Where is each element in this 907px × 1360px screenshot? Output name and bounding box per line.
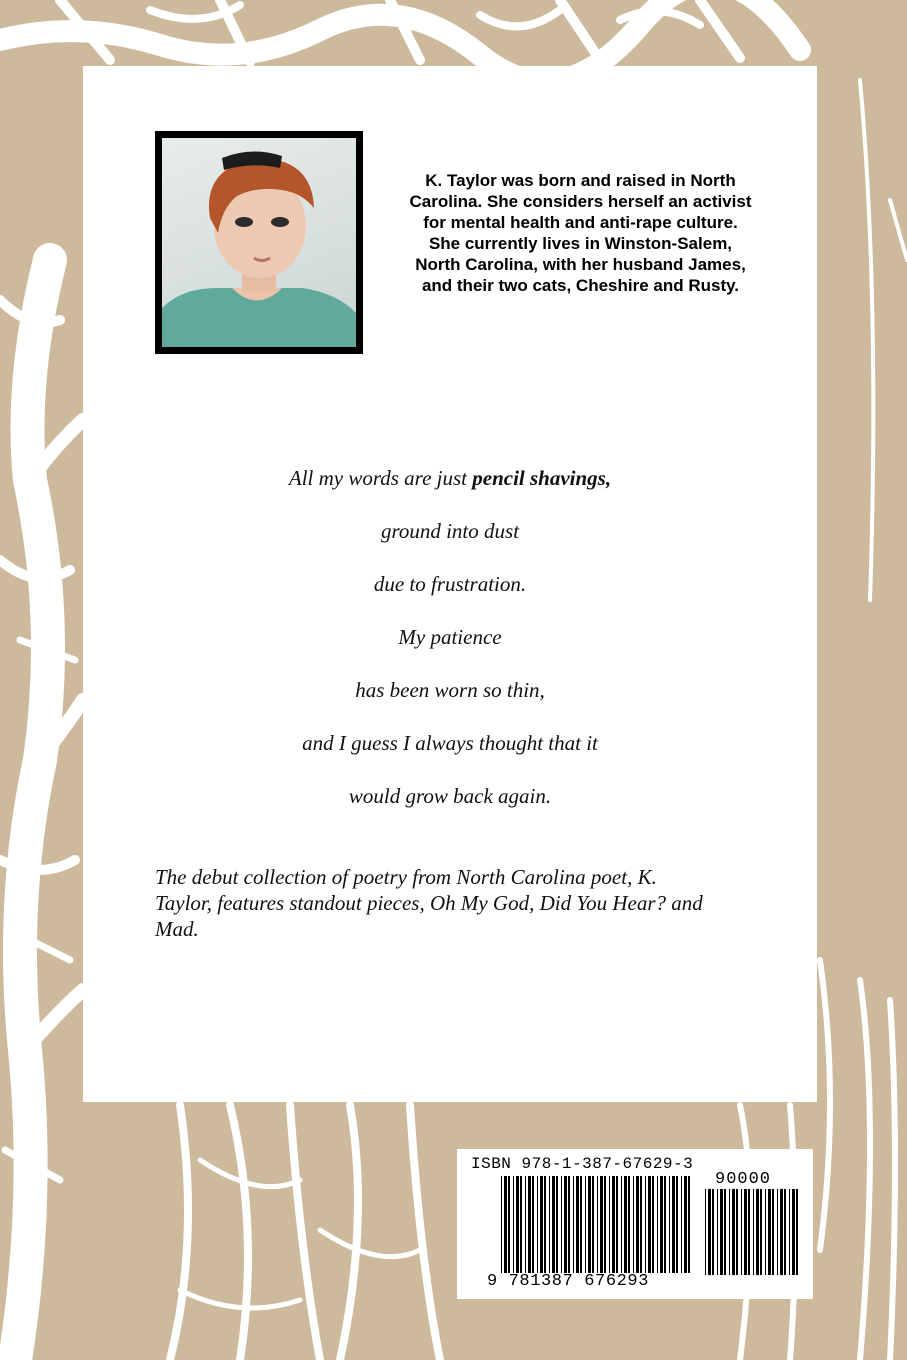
barcode-bar	[552, 1176, 555, 1273]
barcode-bar	[561, 1176, 562, 1273]
author-portrait-icon	[162, 138, 356, 347]
barcode-bar	[777, 1189, 778, 1275]
barcode-bar	[528, 1176, 531, 1273]
author-photo	[162, 138, 356, 347]
barcode-bar	[669, 1176, 670, 1273]
barcode-bar	[592, 1176, 594, 1273]
barcode-bar	[672, 1176, 675, 1273]
barcode-bar	[765, 1189, 766, 1275]
barcode-bar	[664, 1176, 666, 1273]
barcode-bar	[780, 1189, 783, 1275]
barcode-bar	[532, 1176, 534, 1273]
barcode-bar	[744, 1189, 747, 1275]
poem-line: My patience	[398, 625, 502, 649]
barcode-bar	[540, 1176, 543, 1273]
barcode-bar	[648, 1176, 651, 1273]
barcode-bar	[729, 1189, 730, 1275]
barcode-bar	[741, 1189, 742, 1275]
barcode-bar	[580, 1176, 582, 1273]
barcode-bar	[717, 1189, 718, 1275]
barcode-bar	[628, 1176, 630, 1273]
barcode-bar	[612, 1176, 615, 1273]
barcode-bar	[525, 1176, 526, 1273]
barcode-bar	[705, 1189, 706, 1275]
barcode-bar	[784, 1189, 786, 1275]
barcode-bar	[753, 1189, 754, 1275]
barcode-bar	[660, 1176, 663, 1273]
barcode-bar	[760, 1189, 762, 1275]
barcode-bar	[504, 1176, 507, 1273]
barcode-bar	[652, 1176, 654, 1273]
barcode-bar	[624, 1176, 627, 1273]
poem-line-text: All my words are just	[288, 466, 473, 490]
barcode-bar	[537, 1176, 538, 1273]
isbn-barcode	[457, 1149, 813, 1299]
price-code: 90000	[715, 1170, 772, 1189]
barcode-bar	[556, 1176, 558, 1273]
barcode-bar	[600, 1176, 603, 1273]
ean-digits: 9 781387 676293	[487, 1272, 650, 1291]
barcode-bar	[712, 1189, 714, 1275]
barcode-bar	[508, 1176, 510, 1273]
barcode-bar	[789, 1189, 790, 1275]
barcode-bar	[544, 1176, 546, 1273]
barcode-bar	[588, 1176, 591, 1273]
barcode-bar	[736, 1189, 738, 1275]
barcode-bar	[568, 1176, 570, 1273]
barcode-bar	[796, 1189, 798, 1275]
barcode-bar	[756, 1189, 759, 1275]
author-bio: K. Taylor was born and raised in North Carolina. She considers herself an activist for mental health and anti-rape culture. She currently lives in Winston-Salem, North Carolina, with her husband James, and their two cats, Cheshire and Rusty.	[409, 171, 752, 295]
barcode-bar	[633, 1176, 634, 1273]
barcode-bar	[640, 1176, 642, 1273]
barcode-bar	[748, 1189, 750, 1275]
barcode-bar	[513, 1176, 514, 1273]
barcode-bar	[768, 1189, 771, 1275]
barcode-bar	[576, 1176, 579, 1273]
barcode-bar	[520, 1176, 522, 1273]
barcode-bar	[645, 1176, 646, 1273]
poem-line: has been worn so thin,	[355, 678, 545, 702]
barcode-bar	[616, 1176, 618, 1273]
poem-line	[83, 462, 817, 515]
barcode-bar	[732, 1189, 735, 1275]
book-blurb: The debut collection of poetry from North Carolina poet, K. Taylor, features standout pieces, Oh My God, Did You Hear? and Mad.	[155, 865, 703, 941]
barcode-bar	[597, 1176, 598, 1273]
barcode-bar	[516, 1176, 519, 1273]
barcode-bar	[657, 1176, 658, 1273]
poem-line: and I guess I always thought that it	[302, 731, 598, 755]
barcode-bar	[564, 1176, 567, 1273]
barcode-bar	[724, 1189, 726, 1275]
poem-excerpt	[83, 462, 817, 833]
poem-line: due to frustration.	[373, 572, 527, 596]
barcode-bar	[772, 1189, 774, 1275]
back-cover-panel	[83, 66, 817, 1102]
barcode-bar	[720, 1189, 723, 1275]
barcode-bar	[604, 1176, 606, 1273]
barcode-bar	[621, 1176, 622, 1273]
barcode-bar	[549, 1176, 550, 1273]
barcode-bar	[585, 1176, 586, 1273]
barcode-bar	[609, 1176, 610, 1273]
poem-bold-phrase: pencil shavings,	[472, 466, 612, 490]
barcode-bar	[688, 1176, 690, 1273]
barcode-bar	[681, 1176, 682, 1273]
barcode-bar	[573, 1176, 574, 1273]
barcode-bar	[501, 1176, 502, 1273]
barcode-bar	[792, 1189, 795, 1275]
author-photo-frame	[155, 131, 363, 354]
isbn-number: ISBN 978-1-387-67629-3	[471, 1155, 694, 1173]
barcode-bar	[684, 1176, 687, 1273]
barcode-bar	[676, 1176, 678, 1273]
poem-line: would grow back again.	[348, 784, 552, 808]
barcode-bar	[708, 1189, 711, 1275]
poem-line: ground into dust	[380, 519, 520, 543]
barcode-bar	[636, 1176, 639, 1273]
